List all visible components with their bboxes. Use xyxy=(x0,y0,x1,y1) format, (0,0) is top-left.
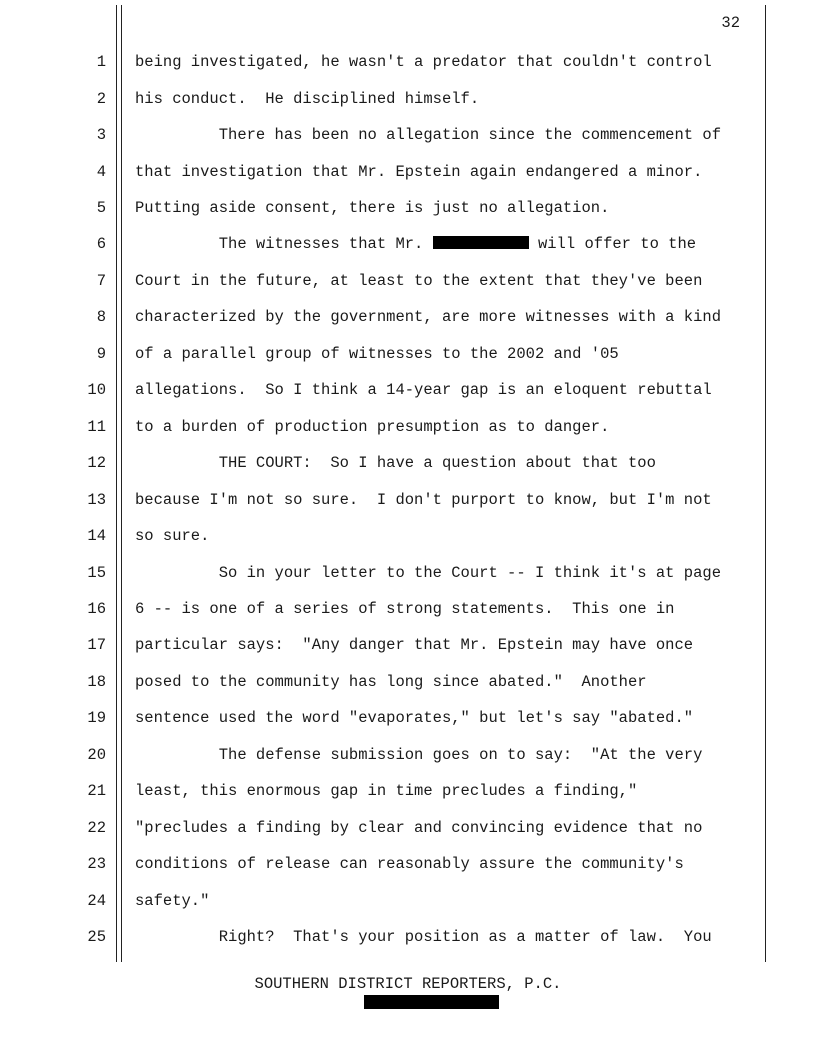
transcript-line xyxy=(135,235,696,253)
reporter-footer: SOUTHERN DISTRICT REPORTERS, P.C. xyxy=(254,975,562,993)
line-number: 21 xyxy=(87,782,106,800)
line-number: 16 xyxy=(87,600,106,618)
name-redaction xyxy=(433,236,529,249)
transcript-line: "precludes a finding by clear and convincing evidence that no xyxy=(135,819,703,837)
line-segment: The witnesses that Mr. xyxy=(135,235,433,253)
right-margin-rule xyxy=(765,5,766,962)
line-number: 13 xyxy=(87,491,106,509)
line-number: 11 xyxy=(87,418,106,436)
transcript-line: THE COURT: So I have a question about that too xyxy=(135,454,656,472)
line-number: 17 xyxy=(87,636,106,654)
transcript-line: Right? That's your position as a matter of law. You xyxy=(135,928,712,946)
line-number: 6 xyxy=(96,235,106,253)
transcript-line: safety." xyxy=(135,892,210,910)
line-number: 14 xyxy=(87,527,106,545)
transcript-line: Putting aside consent, there is just no allegation. xyxy=(135,199,610,217)
page-number: 32 xyxy=(721,14,740,32)
transcript-line: because I'm not so sure. I don't purport to know, but I'm not xyxy=(135,491,712,509)
transcript-line: sentence used the word "evaporates," but let's say "abated." xyxy=(135,709,694,727)
footer-redaction xyxy=(364,995,499,1009)
line-number: 1 xyxy=(96,53,106,71)
transcript-line: 6 -- is one of a series of strong statements. This one in xyxy=(135,600,675,618)
transcript-line: particular says: "Any danger that Mr. Epstein may have once xyxy=(135,636,694,654)
line-segment: will offer to the xyxy=(528,235,697,253)
line-number: 20 xyxy=(87,746,106,764)
line-number: 2 xyxy=(96,90,106,108)
transcript-line: So in your letter to the Court -- I think it's at page xyxy=(135,564,721,582)
transcript-line: allegations. So I think a 14-year gap is an eloquent rebuttal xyxy=(135,381,712,399)
line-number: 7 xyxy=(96,272,106,290)
transcript-line: conditions of release can reasonably assure the community's xyxy=(135,855,684,873)
line-number: 3 xyxy=(96,126,106,144)
line-number: 18 xyxy=(87,673,106,691)
transcript-line: so sure. xyxy=(135,527,210,545)
transcript-line: of a parallel group of witnesses to the 2002 and '05 xyxy=(135,345,619,363)
transcript-line: Court in the future, at least to the extent that they've been xyxy=(135,272,703,290)
transcript-line: The defense submission goes on to say: "At the very xyxy=(135,746,703,764)
transcript-line: that investigation that Mr. Epstein again endangered a minor. xyxy=(135,163,703,181)
line-number: 5 xyxy=(96,199,106,217)
line-number: 23 xyxy=(87,855,106,873)
line-number: 25 xyxy=(87,928,106,946)
transcript-line: There has been no allegation since the commencement of xyxy=(135,126,721,144)
transcript-line: to a burden of production presumption as to danger. xyxy=(135,418,610,436)
transcript-line: being investigated, he wasn't a predator that couldn't control xyxy=(135,53,712,71)
transcript-line: characterized by the government, are more witnesses with a kind xyxy=(135,308,721,326)
line-number: 19 xyxy=(87,709,106,727)
line-number: 24 xyxy=(87,892,106,910)
transcript-line: least, this enormous gap in time precludes a finding," xyxy=(135,782,638,800)
left-margin-rule-outer xyxy=(116,5,117,962)
line-number: 10 xyxy=(87,381,106,399)
line-number: 8 xyxy=(96,308,106,326)
transcript-line: posed to the community has long since abated." Another xyxy=(135,673,647,691)
transcript-line: his conduct. He disciplined himself. xyxy=(135,90,480,108)
left-margin-rule-inner xyxy=(121,5,122,962)
line-number: 4 xyxy=(96,163,106,181)
line-number: 12 xyxy=(87,454,106,472)
line-number: 9 xyxy=(96,345,106,363)
line-number: 22 xyxy=(87,819,106,837)
line-number: 15 xyxy=(87,564,106,582)
